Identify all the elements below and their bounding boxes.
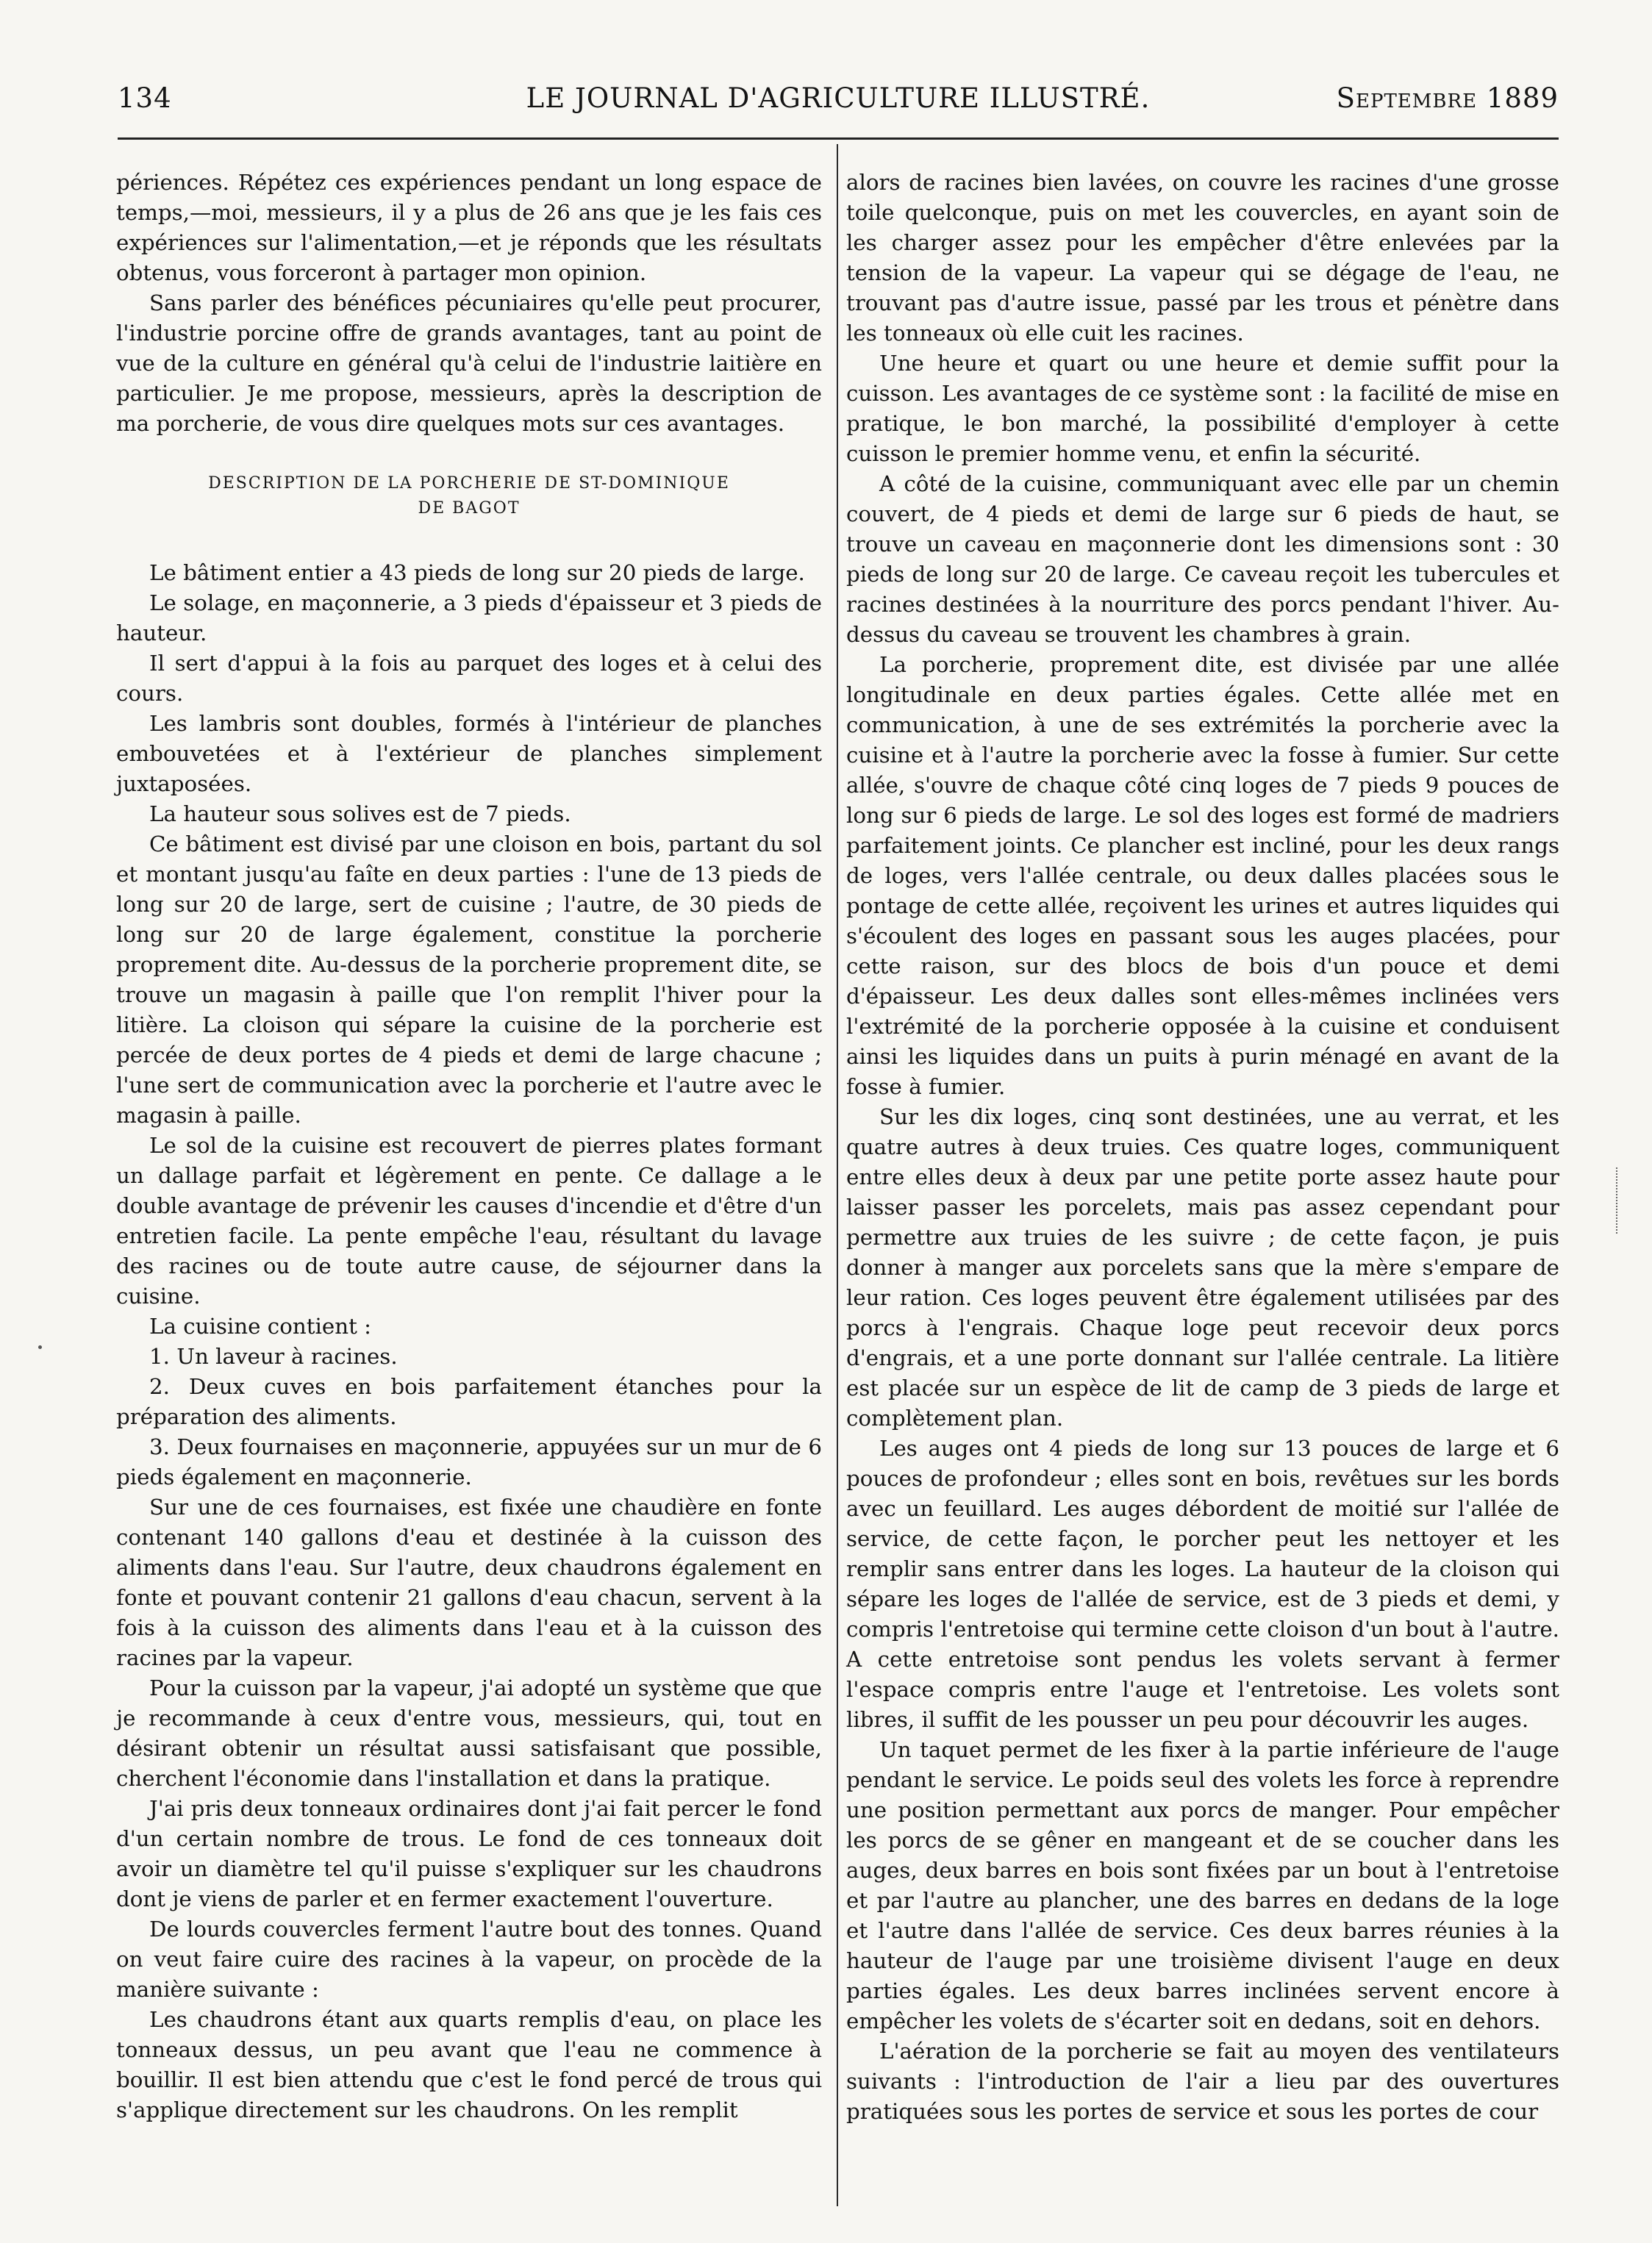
- paragraph: La porcherie, proprement dite, est divisée par une allée longitudinale en deux parties égales. Cette allée met en communication, à une de ses extrémités la porcherie avec la cuisine et à l'autre la porcherie avec la fosse à fumier. Sur cette allée, s'ouvre de chaque côté cinq loges de 7 pieds 9 pouces de long sur 6 pieds de large. Le sol des loges est formé de madriers parfaitement joints. Ce plancher est incliné, pour les deux rangs de loges, vers l'allée centrale, ou deux dalles placées sous le pontage de cette allée, reçoivent les urines et autres liquides qui s'écoulent des loges en passant sous les auges placées, pour cette raison, sur des blocs de bois d'un pouce et demi d'épaisseur. Les deux dalles sont elles-mêmes inclinées vers l'extrémité de la porcherie opposée à la cuisine et conduisent ainsi les liquides dans un puits à purin ménagé en avant de la fosse à fumier.: [846, 652, 1559, 1099]
- column-divider: [837, 144, 838, 2206]
- paragraph: Sur une de ces fournaises, est fixée une chaudière en fonte contenant 140 gallons d'eau et destinée à la cuisson des aliments dans l'eau. Sur l'autre, deux chaudrons également en fonte et pouvant contenir 21 gallons d'eau chacun, servent à la fois à la cuisson des aliments dans l'eau et à la cuisson des racines par la vapeur.: [116, 1495, 822, 1670]
- paragraph: Sans parler des bénéfices pécuniaires qu'elle peut procurer, l'industrie porcine offre de grands avantages, tant au point de vue de la culture en général qu'à celui de l'industrie laitière en particulier. Je me propose, messieurs, après la description de ma porcherie, de vous dire quelques mots sur ces avantages.: [116, 290, 822, 436]
- paragraph: Le solage, en maçonnerie, a 3 pieds d'épaisseur et 3 pieds de hauteur.: [116, 590, 822, 645]
- paragraph: De lourds couvercles ferment l'autre bout des tonnes. Quand on veut faire cuire des racines à la vapeur, on procède de la manière suivante :: [116, 1917, 822, 2002]
- paragraph: Il sert d'appui à la fois au parquet des loges et à celui des cours.: [116, 651, 822, 706]
- paragraph: alors de racines bien lavées, on couvre les racines d'une grosse toile quelconque, puis on met les couvercles, en ayant soin de les charger assez pour les empêcher d'être enlevées par la tension de la vapeur. La vapeur qui se dégage de l'eau, ne trouvant pas d'autre issue, passé par les trous et pénètre dans les tonneaux où elle cuit les racines.: [846, 170, 1559, 346]
- paragraph: Le sol de la cuisine est recouvert de pierres plates formant un dallage parfait et légèrement en pente. Ce dallage a le double avantage de prévenir les causes d'incendie et d'être d'un entretien facile. La pente empêche l'eau, résultant du lavage des racines ou de toute autre cause, de séjourner dans la cuisine.: [116, 1133, 822, 1309]
- paragraph: Les auges ont 4 pieds de long sur 13 pouces de large et 6 pouces de profondeur ; elles sont en bois, revêtues sur les bords avec un feuillard. Les auges débordent de moitié sur l'allée de service, de cette façon, le porcher peut les nettoyer et les remplir sans entrer dans les loges. La hauteur de la cloison qui sépare les loges de l'allée de service, est de 3 pieds et demi, y compris l'entretoise qui termine cette cloison d'un bout à l'autre. A cette entretoise sont pendus les volets servant à fermer l'espace compris entre l'auge et l'entretoise. Les volets sont libres, il suffit de les pousser un peu pour découvrir les auges.: [846, 1436, 1559, 1732]
- header-rule: [118, 137, 1559, 140]
- paragraph: L'aération de la porcherie se fait au moyen des ventilateurs suivants : l'introduction de l'air a lieu par des ouvertures pratiquées sous les portes de service et sous les portes de cour: [846, 2039, 1559, 2124]
- right-column: [846, 168, 1559, 2127]
- left-column: [116, 168, 822, 2125]
- ink-dot: [38, 1345, 42, 1349]
- paragraph: Les chaudrons étant aux quarts remplis d'eau, on place les tonneaux dessus, un peu avant que l'eau ne commence à bouillir. Il est bien attendu que c'est le fond percé de trous qui s'applique directement sur les chaudrons. On les remplit: [116, 2007, 822, 2122]
- list-item: 2. Deux cuves en bois parfaitement étanches pour la préparation des aliments.: [116, 1374, 822, 1429]
- page-header: [118, 82, 1559, 126]
- section-heading-line: DESCRIPTION DE LA PORCHERIE DE ST-DOMINIQUE: [208, 474, 730, 493]
- page-number: 134: [118, 82, 172, 114]
- paragraph: Sur les dix loges, cinq sont destinées, une au verrat, et les quatre autres à deux truies. Ces quatre loges, communiquent entre elles deux à deux par une petite porte assez haute pour laisser passer les porcelets, mais pas assez cependant pour permettre aux truies de les suivre ; de cette façon, je puis donner à manger aux porcelets sans que la mère s'empare de leur ration. Ces loges peuvent être également utilisées par des porcs à l'engrais. Chaque loge peut recevoir deux porcs d'engrais, et a une porte donnant sur l'allée centrale. La litière est placée sur un espèce de lit de camp de 3 pieds de large et complètement plan.: [846, 1104, 1559, 1431]
- paragraph: Le bâtiment entier a 43 pieds de long sur 20 pieds de large.: [149, 560, 805, 585]
- issue-date: Septembre 1889: [1336, 82, 1559, 114]
- section-heading-line: DE BAGOT: [418, 499, 521, 518]
- paragraph: La cuisine contient :: [149, 1314, 372, 1339]
- paragraph: Un taquet permet de les fixer à la partie inférieure de l'auge pendant le service. Le poids seul des volets les force à reprendre une position permettant aux porcs de manger. Pour empêcher les porcs de se gêner en mangeant et de se coucher dans les auges, deux barres en bois sont fixées par un bout à l'entretoise et par l'autre au plancher, une des barres en dedans de la loge et l'autre dans l'allée de service. Ces deux barres réunies à la hauteur de l'auge par une troisième divisent l'auge en deux parties égales. Les deux barres inclinées servent encore à empêcher les volets de s'écarter soit en dedans, soit en dehors.: [846, 1737, 1559, 2033]
- list-item: 1. Un laveur à racines.: [149, 1344, 398, 1369]
- paragraph: Une heure et quart ou une heure et demie suffit pour la cuisson. Les avantages de ce système sont : la facilité de mise en pratique, le bon marché, la possibilité d'employer à cette cuisson le premier homme venu, et enfin la sécurité.: [846, 351, 1559, 466]
- list-item: 3. Deux fournaises en maçonnerie, appuyées sur un mur de 6 pieds également en maçonnerie.: [116, 1434, 822, 1489]
- paragraph: périences. Répétez ces expériences pendant un long espace de temps,—moi, messieurs, il y a plus de 26 ans que je les fais ces expériences sur l'alimentation,—et je réponds que les résultats obtenus, vous forceront à partager mon opinion.: [116, 170, 822, 285]
- paragraph: Ce bâtiment est divisé par une cloison en bois, partant du sol et montant jusqu'au faîte en deux parties : l'une de 13 pieds de long sur 20 de large, sert de cuisine ; l'autre, de 30 pieds de long sur 20 de large également, constitue la porcherie proprement dite. Au-dessus de la porcherie proprement dite, se trouve un magasin à paille que l'on remplit l'hiver pour la litière. La cloison qui sépare la cuisine de la porcherie est percée de deux portes de 4 pieds et demi de large chacune ; l'une sert de communication avec la porcherie et l'autre avec le magasin à paille.: [116, 831, 822, 1128]
- paragraph: Les lambris sont doubles, formés à l'intérieur de planches embouvetées et à l'extérieur de planches simplement juxtaposées.: [116, 711, 822, 796]
- section-heading: [116, 471, 822, 521]
- paragraph: Pour la cuisson par la vapeur, j'ai adopté un système que que je recommande à ceux d'entre vous, messieurs, qui, tout en désirant obtenir un résultat aussi satisfaisant que possible, cherchent l'économie dans l'installation et dans la pratique.: [116, 1675, 822, 1791]
- journal-title: LE JOURNAL D'AGRICULTURE ILLUSTRÉ.: [526, 82, 1151, 114]
- paragraph: La hauteur sous solives est de 7 pieds.: [149, 801, 571, 826]
- paragraph: A côté de la cuisine, communiquant avec elle par un chemin couvert, de 4 pieds et demi de large sur 6 pieds de haut, se trouve un caveau en maçonnerie dont les dimensions sont : 30 pieds de long sur 20 de large. Ce caveau reçoit les tubercules et racines destinées à la nourriture des porcs pendant l'hiver. Au-dessus du caveau se trouvent les chambres à grain.: [846, 471, 1559, 647]
- paragraph: J'ai pris deux tonneaux ordinaires dont j'ai fait percer le fond d'un certain nombre de trous. Le fond de ces tonneaux doit avoir un diamètre tel qu'il puisse s'expliquer sur les chaudrons dont je viens de parler et en fermer exactement l'ouverture.: [116, 1796, 822, 1911]
- margin-mark: [1616, 1167, 1619, 1234]
